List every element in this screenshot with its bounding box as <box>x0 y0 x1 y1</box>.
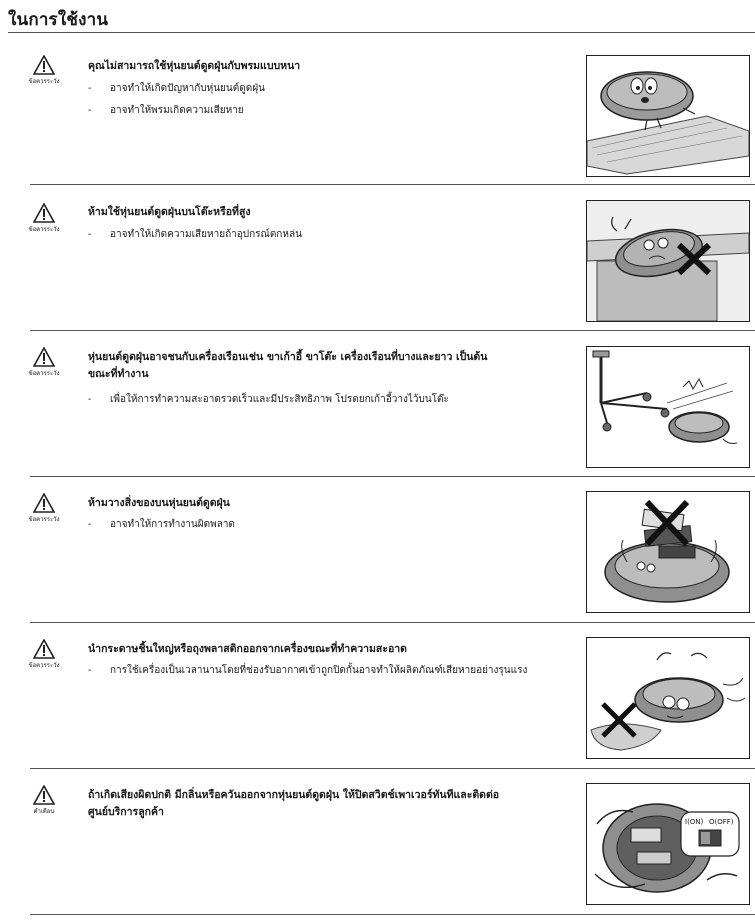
warning-badge <box>22 785 66 816</box>
page-title: ในการใช้งาน <box>8 10 109 30</box>
illustration-robot-on-thick-carpet <box>586 55 750 177</box>
section-divider <box>30 476 755 477</box>
illustration-paper-plastic-blocking-intake <box>586 637 750 759</box>
caution-label: ข้อควรระวัง <box>28 370 60 377</box>
robot-on-carpet-drawing <box>587 56 749 176</box>
paper-blocking-drawing <box>587 638 749 758</box>
section-divider <box>30 330 755 331</box>
title-rule <box>8 32 755 33</box>
section-heading <box>88 349 558 383</box>
bullet-item: - อาจทำให้เกิดความเสียหายถ้าอุปกรณ์ตกหล่น <box>88 224 568 246</box>
bullet-item: - การใช้เครื่องเป็นเวลานานโดยที่ช่องรับอากาศเข้าถูกปิดกั้นอาจทำให้ผลิตภัณฑ์เสียหายอย่างรุนแรง <box>88 660 568 682</box>
switch-off-label: O(OFF) <box>709 818 734 826</box>
section-heading: ห้ามวางสิ่งของบนหุ่นยนต์ดูดฝุ่น <box>88 497 230 509</box>
caution-label: ข้อควรระวัง <box>28 662 60 669</box>
section-heading-line: ถ้าเกิดเสียงผิดปกติ มีกลิ่นหรือควันออกจากหุ่นยนต์ดูดฝุ่น ให้ปิดสวิตช์เพาเวอร์ทันทีและติดต่อ <box>88 789 500 801</box>
bullet-item: - อาจทำให้เกิดปัญหากับหุ่นยนต์ดูดฝุ่น <box>88 78 568 100</box>
caution-badge <box>22 639 66 670</box>
caution-badge <box>22 203 66 234</box>
bullet-list <box>88 660 568 682</box>
illustration-robot-falling-from-table <box>586 200 750 322</box>
warning-triangle-icon <box>33 493 55 513</box>
bullet-list <box>88 224 568 246</box>
section-divider <box>30 914 755 915</box>
robot-chair-drawing <box>587 347 749 467</box>
objects-on-robot-drawing <box>587 492 749 612</box>
section-divider <box>30 622 755 623</box>
warning-triangle-icon <box>33 785 55 805</box>
section-divider <box>30 184 755 185</box>
caution-badge <box>22 55 66 86</box>
bullet-item: - เพื่อให้การทำความสะอาดรวดเร็วและมีประสิทธิภาพ โปรดยกเก้าอี้วางไว้บนโต๊ะ <box>88 389 568 411</box>
illustration-robot-hitting-chair <box>586 346 750 468</box>
caution-label: ข้อควรระวัง <box>28 226 60 233</box>
bullet-item: - อาจทำให้พรมเกิดความเสียหาย <box>88 100 568 122</box>
section-divider <box>30 768 755 769</box>
bullet-list <box>88 389 568 411</box>
switch-on-label: I(ON) <box>685 818 704 826</box>
illustration-power-switch <box>586 783 750 905</box>
warning-triangle-icon <box>33 203 55 223</box>
section-heading-line: ศูนย์บริการลูกค้า <box>88 806 164 818</box>
warning-triangle-icon <box>33 55 55 75</box>
robot-falling-drawing <box>587 201 749 321</box>
warning-triangle-icon <box>33 347 55 367</box>
warning-label: คำเตือน <box>33 808 55 815</box>
caution-badge <box>22 493 66 524</box>
section-heading: นำกระดาษชิ้นใหญ่หรือถุงพลาสติกออกจากเครื่องขณะที่ทำความสะอาด <box>88 643 407 655</box>
section-heading <box>88 787 558 821</box>
warning-triangle-icon <box>33 639 55 659</box>
illustration-objects-on-robot <box>586 491 750 613</box>
section-heading-line: ขณะที่ทำงาน <box>88 368 149 380</box>
section-heading-line: หุ่นยนต์ดูดฝุ่นอาจชนกับเครื่องเรือนเช่น ขาเก้าอี้ ขาโต๊ะ เครื่องเรือนที่บางและยาว เป็นต้น <box>88 351 488 363</box>
power-switch-drawing <box>587 784 749 904</box>
caution-badge <box>22 347 66 378</box>
caution-label: ข้อควรระวัง <box>28 78 60 85</box>
section-heading: ห้ามใช้หุ่นยนต์ดูดฝุ่นบนโต๊ะหรือที่สูง <box>88 206 251 218</box>
section-heading: คุณไม่สามารถใช้หุ่นยนต์ดูดฝุ่นกับพรมแบบหนา <box>88 60 301 72</box>
bullet-item: - อาจทำให้การทำงานผิดพลาด <box>88 514 568 536</box>
caution-label: ข้อควรระวัง <box>28 516 60 523</box>
bullet-list <box>88 514 568 536</box>
bullet-list <box>88 78 568 122</box>
